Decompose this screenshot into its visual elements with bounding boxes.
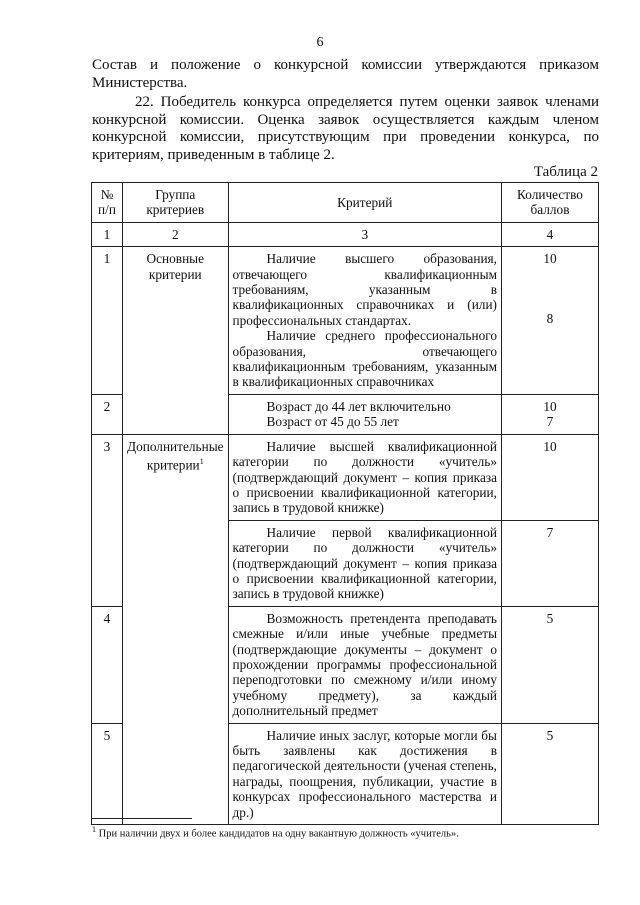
row-number: 2: [92, 394, 123, 434]
points-value: 5: [502, 723, 599, 824]
row-number: 5: [92, 723, 123, 824]
points-value: 8: [546, 310, 554, 326]
header-points: Количество баллов: [502, 183, 599, 223]
row-number: 3: [92, 434, 123, 606]
row-number: 4: [92, 606, 123, 723]
criterion-text: Возраст до 44 лет включительно: [266, 398, 451, 414]
criterion-text: Возможность претендента преподавать смежные и/или иные учебные предметы (подтверждающие документы – документ о прохождении программы профессиональной переподготовки по смежному и/или иному учебному предмету), за каждый дополнительный предмет: [228, 606, 501, 723]
footnote-text: При наличии двух и более кандидатов на одну вакантную должность «учитель».: [98, 828, 459, 840]
table-row: [92, 434, 599, 520]
points-value: 10: [543, 398, 557, 414]
paragraph-22: 22. Победитель конкурса определяется путем оценки заявок членами конкурсной комиссии. Оценка заявок осуществляется каждым членом конкурсной комиссии, присутствующим при проведении конкурса, по критериям, приведенным в таблице 2.: [92, 94, 599, 163]
table-index-row: [92, 222, 599, 246]
footnote-divider: [92, 818, 192, 819]
criteria-table: [91, 182, 599, 825]
points-cell: [502, 247, 599, 395]
group-additional-criteria: [123, 434, 229, 824]
criterion-cell: [228, 247, 501, 395]
criterion-cell: [228, 394, 501, 434]
points-value: 7: [546, 414, 554, 430]
group-label: Дополнительные критерии: [127, 438, 224, 473]
criterion-text: Наличие иных заслуг, которые могли бы быть заявлены как достижения в педагогической деятельности (ученая степень, награды, поощрения, публикации, участие в конкурсах профессионального мастерства и др.): [228, 723, 501, 824]
footnote: [92, 825, 602, 840]
points-value: 5: [502, 606, 599, 723]
footnote-mark: 1: [92, 825, 96, 834]
footnote-ref: 1: [199, 457, 204, 467]
header-number: № п/п: [92, 183, 123, 223]
points-value: 7: [502, 520, 599, 606]
table-header-row: [92, 183, 599, 223]
criterion-text: Возраст от 45 до 55 лет: [266, 414, 399, 430]
criterion-text: Наличие первой квалификационной категории по должности «учитель» (подтверждающий документ – копия приказа о присвоении квалификационной категории, запись в трудовой книжке): [228, 520, 501, 606]
paragraph-commission: Состав и положение о конкурсной комиссии утверждаются приказом Министерства.: [92, 57, 599, 91]
index-cell: 2: [123, 222, 229, 246]
points-cell: [502, 394, 599, 434]
group-main-criteria: Основные критерии: [123, 247, 229, 434]
criterion-text: Наличие высшего образования, отвечающего квалификационным требованиям, указанным в квалификационных справочниках и (или) профессиональных стандартах.: [232, 251, 497, 328]
criterion-text: Наличие среднего профессионального образования, отвечающего квалификационным требованиям, указанным в квалификационных справочниках: [232, 328, 497, 390]
header-criterion: Критерий: [228, 183, 501, 223]
table-caption: Таблица 2: [533, 164, 598, 180]
index-cell: 3: [228, 222, 501, 246]
index-cell: 4: [502, 222, 599, 246]
index-cell: 1: [92, 222, 123, 246]
points-value: 10: [543, 251, 557, 267]
points-value: 10: [502, 434, 599, 520]
table-row: [92, 247, 599, 395]
page-number: 6: [316, 35, 324, 50]
header-group: Группа критериев: [123, 183, 229, 223]
row-number: 1: [92, 247, 123, 395]
criterion-text: Наличие высшей квалификационной категории по должности «учитель» (подтверждающий документ – копия приказа о присвоении квалификационной категории, запись в трудовой книжке): [228, 434, 501, 520]
